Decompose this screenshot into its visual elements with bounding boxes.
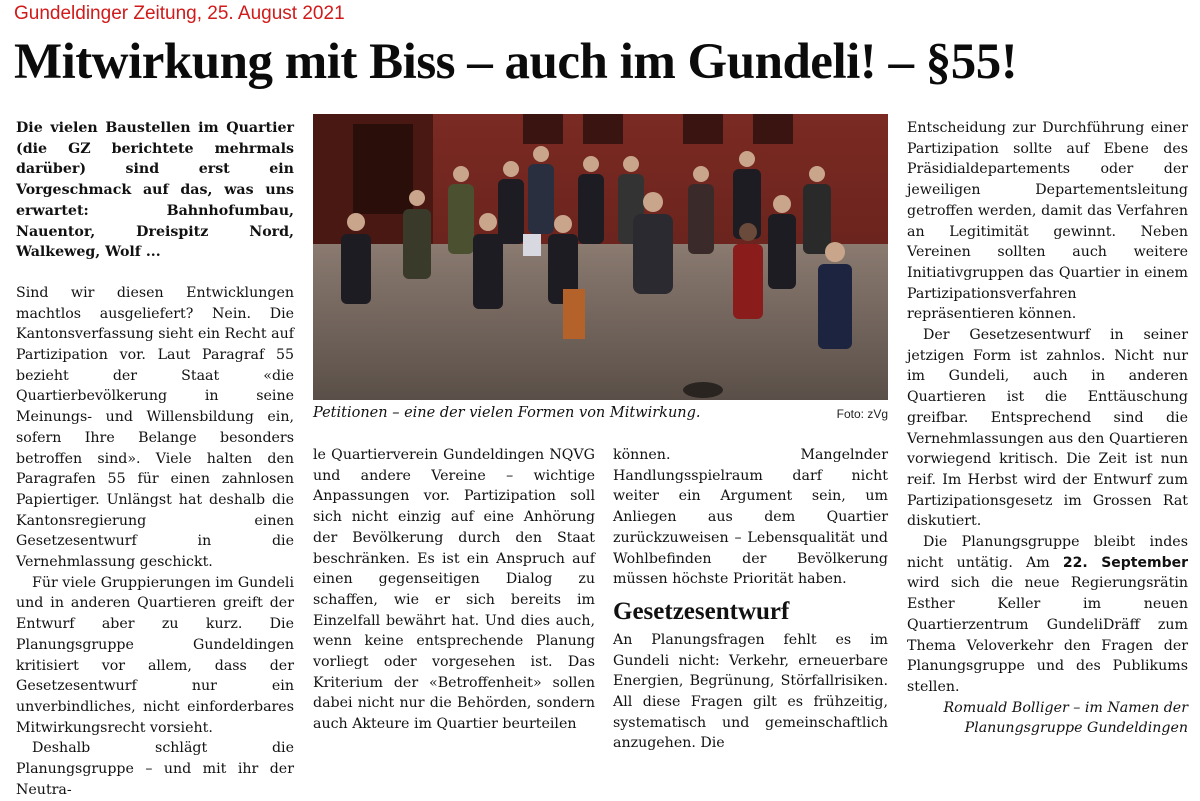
paragraph: Deshalb schlägt die Planungsgruppe – und mit ihr der Neutra- — [16, 740, 294, 798]
paragraph: Der Gesetzesentwurf in seiner jetzigen Form ist zahnlos. Nicht nur im Gundeli, auch in anderen Quartieren ist die Enttäuschung greifbar. Entsprechend sind die Vernehmlassungen aus den Quartieren vorwiegend kritisch. Die Zeit ist nun reif. Im Herbst wird der Entwurf zum Partizipationsgesetz im Grossen Rat diskutiert. — [907, 327, 1188, 530]
column-4 — [907, 118, 1188, 739]
text-run: wird sich die neue Regierungsrätin Esther Keller im neuen Quartierzentrum GundeliDräff zum Thema Veloverkehr den Fragen der Planungsgruppe und des Publikums stellen. — [907, 575, 1188, 695]
paragraph: können. Mangelnder Handlungsspielraum darf nicht weiter ein Argument sein, um Anliegen aus dem Quartier zurückzuweisen – Lebensqualität und Wohlbefinden der Bevölkerung müssen höchste Priorität haben. — [613, 447, 888, 588]
group-photo-illustration — [313, 114, 888, 400]
event-date: 22. September — [1062, 554, 1188, 571]
photo-credit: Foto: zVg — [836, 407, 888, 421]
page-title: Mitwirkung mit Biss – auch im Gundeli! – §55! — [14, 34, 1018, 90]
paragraph: Entscheidung zur Durchführung einer Partizipation sollte auf Ebene des Präsidialdepartements oder der jeweiligen Departementsleitung getroffen werden, damit das Verfahren an Legitimität gewinnt. Neben Vereinen sollten auch weitere Initiativgruppen das Quartier in einem Partizipationsverfahren repräsentieren können. — [907, 120, 1188, 323]
newspaper-source: Gundeldinger Zeitung, 25. August 2021 — [14, 3, 345, 24]
column-2 — [313, 445, 595, 735]
paragraph: le Quartierverein Gundeldingen NQVG und andere Vereine – wichtige Anpassungen vor. Partizipation soll sich nicht einzig auf eine Anhörung der Bevölkerung durch den Staat beschränken. Es ist ein Anspruch auf einen gegenseitigen Dialog zu schaffen, wie er sich bereits im Einzelfall bewährt hat. Und dies auch, wenn keine entsprechende Planung vorliegt oder vorgesehen ist. Das Kriterium der «Betroffenheit» sollen dabei nicht nur die Behörden, sondern auch Akteure im Quartier beurteilen — [313, 447, 595, 733]
signature-line: Romuald Bolliger – im Namen der — [943, 699, 1188, 716]
column-3 — [613, 445, 888, 754]
article-photo — [313, 114, 888, 400]
signature-line: Planungsgruppe Gundeldingen — [964, 720, 1188, 737]
paragraph: An Planungsfragen fehlt es im Gundeli nicht: Verkehr, erneuerbare Energien, Begrünung, Störfallrisiken. All diese Fragen gilt es frühzeitig, systematisch und gemeinschaftlich anzugehen. Die — [613, 631, 888, 752]
text-run: Die Planungsgruppe bleibt indes nicht untätig. Am — [907, 534, 1188, 571]
column-1 — [16, 118, 294, 801]
paragraph — [907, 532, 1188, 698]
subheading: Gesetzesentwurf — [613, 597, 790, 625]
paragraph: Für viele Gruppierungen im Gundeli und in anderen Quartieren greift der Entwurf aber zu kurz. Die Planungsgruppe Gundeldingen kritisiert vor allem, dass der Gesetzesentwurf nur ein unverbindliches, nicht einforderbares Mitwirkungsrecht vorsieht. — [16, 574, 294, 736]
paragraph: Sind wir diesen Entwicklungen machtlos ausgeliefert? Nein. Die Kantonsverfassung sieht ein Recht auf Partizipation vor. Laut Paragraf 55 bezieht der Staat «die Quartierbevölkerung in seine Meinungs- und Willensbildung ein, sofern Ihre Belange besonders betroffen sind». Viele halten den Paragrafen 55 für einen zahnlosen Papiertiger. Unlängst hat deshalb die Kantonsregierung einen Gesetzesentwurf in die Vernehmlassung geschickt. — [16, 284, 294, 571]
photo-caption: Petitionen – eine der vielen Formen von Mitwirkung. — [313, 405, 701, 421]
lead-paragraph: Die vielen Baustellen im Quartier (die GZ berichtete mehrmals darüber) sind erst ein Vorgeschmack auf das, was uns erwartet: Bahnhofumbau, Nauentor, Dreispitz Nord, Walkeweg, Wolf ... — [16, 120, 294, 261]
author-signature — [907, 698, 1188, 739]
